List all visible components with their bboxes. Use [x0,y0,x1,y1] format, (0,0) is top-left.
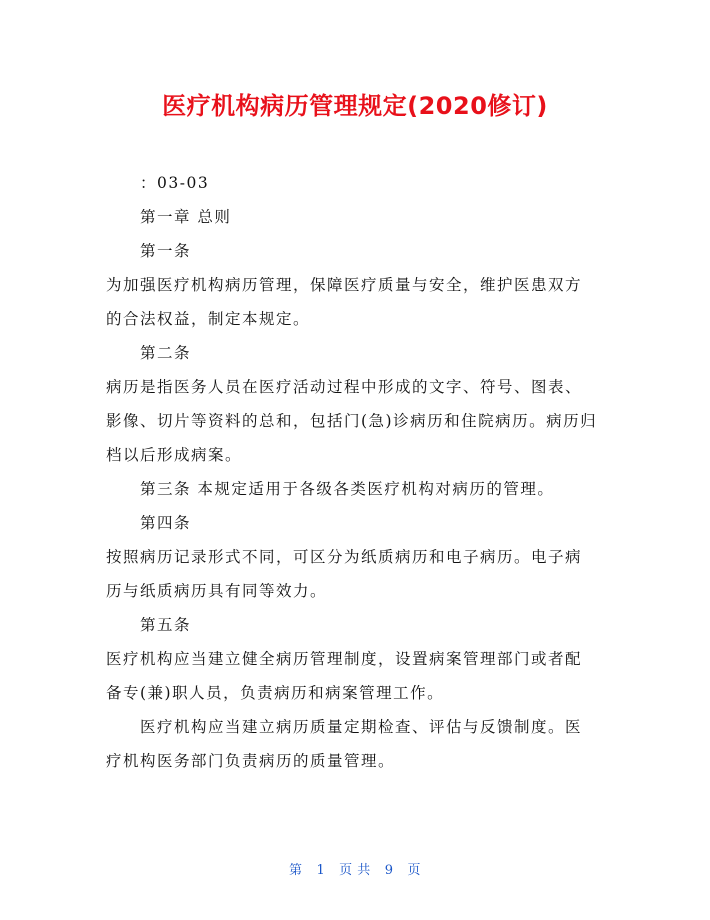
paragraph: 病历是指医务人员在医疗活动过程中形成的文字、符号、图表、影像、切片等资料的总和，包括门(急)诊病历和住院病历。病历归档以后形成病案。 [106,378,598,464]
page-footer [0,859,710,878]
meta-line: ：03-03 [140,174,210,192]
chapter-heading: 第一章 总则 [140,208,232,226]
paragraph: 医疗机构应当建立健全病历管理制度，设置病案管理部门或者配备专(兼)职人员，负责病历和病案管理工作。 [106,650,583,702]
footer-prefix: 第 [289,863,303,878]
footer-middle: 页 共 [339,863,371,878]
article-heading: 第一条 [140,242,192,260]
footer-suffix: 页 [407,863,421,878]
paragraph: 第三条 本规定适用于各级各类医疗机构对病历的管理。 [140,480,555,498]
article-heading: 第四条 [140,514,192,532]
article-heading: 第五条 [140,616,192,634]
paragraph: 按照病历记录形式不同，可区分为纸质病历和电子病历。电子病历与纸质病历具有同等效力。 [106,548,583,600]
footer-page-number: 1 [316,863,326,878]
document-body [106,166,598,778]
document-title: 医疗机构病历管理规定(2020修订) [162,92,548,120]
article-heading: 第二条 [140,344,192,362]
paragraph: 为加强医疗机构病历管理，保障医疗质量与安全，维护医患双方的合法权益，制定本规定。 [106,276,583,328]
paragraph: 医疗机构应当建立病历质量定期检查、评估与反馈制度。医疗机构医务部门负责病历的质量管理。 [106,718,583,770]
footer-total-pages: 9 [384,863,394,878]
